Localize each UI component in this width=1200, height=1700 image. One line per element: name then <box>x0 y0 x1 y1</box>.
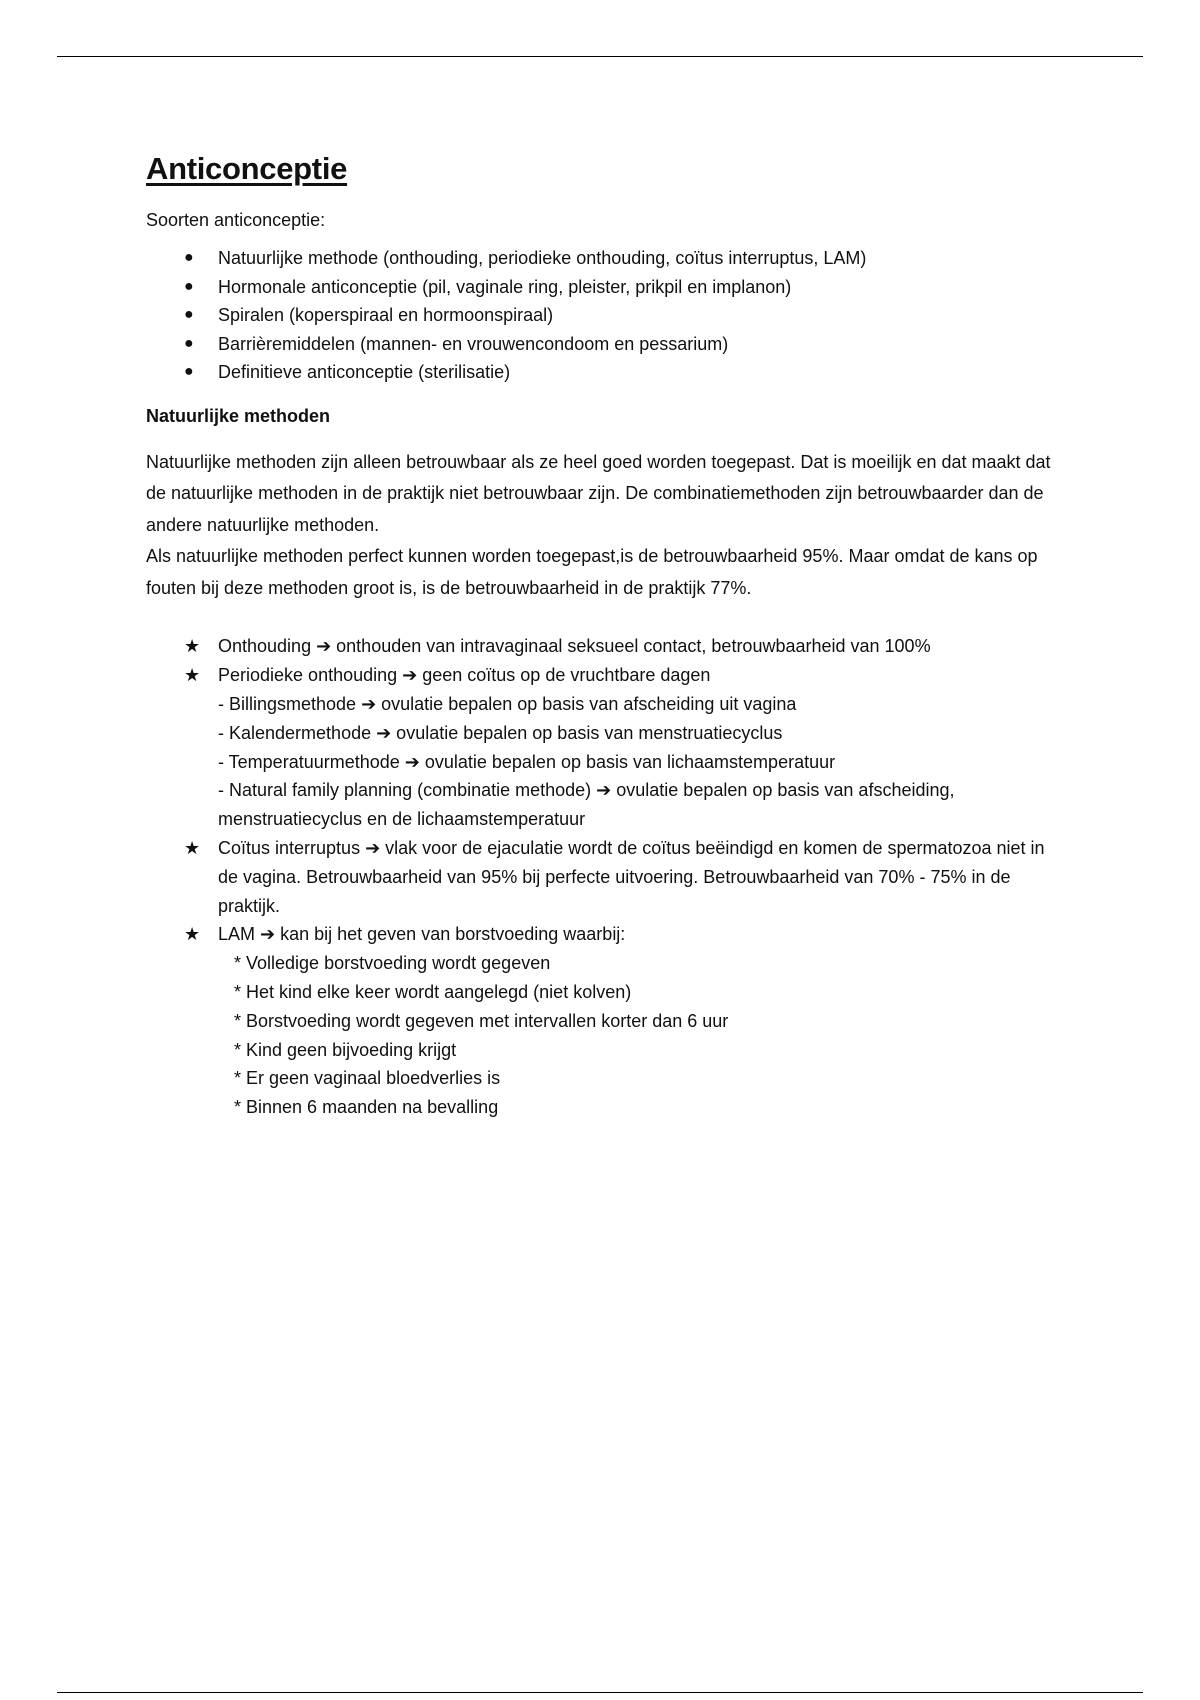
header-rule <box>57 56 1143 57</box>
natural-methods-list <box>146 632 1066 1122</box>
list-item: ● Spiralen (koperspiraal en hormoonspiraal) <box>146 301 1066 330</box>
bullet-icon: ● <box>184 277 194 295</box>
lam-condition: * Borstvoeding wordt gegeven met intervallen korter dan 6 uur <box>234 1010 729 1031</box>
star-icon: ★ <box>184 838 201 859</box>
star-icon: ★ <box>184 636 201 657</box>
body-paragraph <box>146 447 1066 605</box>
list-item: ● Hormonale anticonceptie (pil, vaginale ring, pleister, prikpil en implanon) <box>146 273 1066 302</box>
list-item: ● Natuurlijke methode (onthouding, periodieke onthouding, coïtus interruptus, LAM) <box>146 244 1066 273</box>
bullet-icon: ● <box>184 306 194 324</box>
lam-condition: * Er geen vaginaal bloedverlies is <box>234 1068 501 1089</box>
bullet-icon: ● <box>184 249 194 266</box>
list-item: ● Barrièremiddelen (mannen- en vrouwencondoom en pessarium) <box>146 330 1066 359</box>
section-heading: Natuurlijke methoden <box>146 405 331 426</box>
lam-condition: * Kind geen bijvoeding krijgt <box>234 1039 457 1060</box>
document-page <box>146 148 1066 1122</box>
list-item: ● Definitieve anticonceptie (sterilisatie) <box>146 358 1066 387</box>
star-icon: ★ <box>184 665 201 686</box>
method-coitus-interruptus: ★ Coïtus interruptus ➔ vlak voor de ejaculatie wordt de coïtus beëindigd en komen de spermatozoa niet in de vagina. Betrouwbaarheid van 95% bij perfecte uitvoering. Betrouwbaarheid van 70% - 75% in de praktijk. <box>146 834 1066 920</box>
bullet-icon: ● <box>184 363 194 381</box>
lam-condition: * Volledige borstvoeding wordt gegeven <box>234 953 551 974</box>
lam-condition: * Het kind elke keer wordt aangelegd (niet kolven) <box>234 982 632 1003</box>
page-title: Anticonceptie <box>146 151 348 186</box>
method-onthouding: ★ Onthouding ➔ onthouden van intravaginaal seksueel contact, betrouwbaarheid van 100% <box>146 632 1066 661</box>
contraception-types-list <box>146 244 1066 387</box>
lam-condition: * Binnen 6 maanden na bevalling <box>234 1097 499 1118</box>
paragraph-percentages: Als natuurlijke methoden perfect kunnen worden toegepast,is de betrouwbaarheid 95%. Maar omdat de kans op fouten bij deze methoden groot is, is de betrouwbaarheid in de praktijk 77%. <box>146 546 1038 598</box>
footer-rule <box>57 1692 1143 1693</box>
sub-method: - Natural family planning (combinatie methode) ➔ ovulatie bepalen op basis van afscheiding, menstruatiecyclus en de lichaamstemperatuur <box>218 780 955 830</box>
bullet-icon: ● <box>184 334 194 352</box>
paragraph-reliability: Natuurlijke methoden zijn alleen betrouwbaar als ze heel goed worden toegepast. Dat is moeilijk en dat maakt dat de natuurlijke methoden in de praktijk niet betrouwbaar zijn. De combinatiemethoden zijn betrouwbaarder dan de andere natuurlijke methoden. <box>146 451 1051 535</box>
method-lam: ★ LAM ➔ kan bij het geven van borstvoeding waarbij: * Volledige borstvoeding wordt gegeven * Het kind elke keer wordt aangelegd (niet kolven) * Borstvoeding wordt gegeven met intervallen korter dan 6 uur * Kind geen bijvoeding krijgt * Er geen vaginaal bloedverlies is * Binnen 6 maanden na bevalling <box>146 920 1066 1122</box>
sub-method: - Temperatuurmethode ➔ ovulatie bepalen op basis van lichaamstemperatuur <box>218 751 836 772</box>
sub-method: - Kalendermethode ➔ ovulatie bepalen op basis van menstruatiecyclus <box>218 722 783 743</box>
star-icon: ★ <box>184 924 201 945</box>
sub-method: - Billingsmethode ➔ ovulatie bepalen op basis van afscheiding uit vagina <box>218 694 797 715</box>
method-periodieke-onthouding: ★ Periodieke onthouding ➔ geen coïtus op de vruchtbare dagen - Billingsmethode ➔ ovulatie bepalen op basis van afscheiding uit vagina - Kalendermethode ➔ ovulatie bepalen op basis van menstruatiecyclus - Temperatuurmethode ➔ ovulatie bepalen op basis van lichaamstemperatuur - Natural family planning (combinatie methode) ➔ ovulatie bepalen op basis van afscheiding, menstruatiecyclus en de lichaamstemperatuur <box>146 661 1066 834</box>
intro-text: Soorten anticonceptie: <box>146 210 326 230</box>
